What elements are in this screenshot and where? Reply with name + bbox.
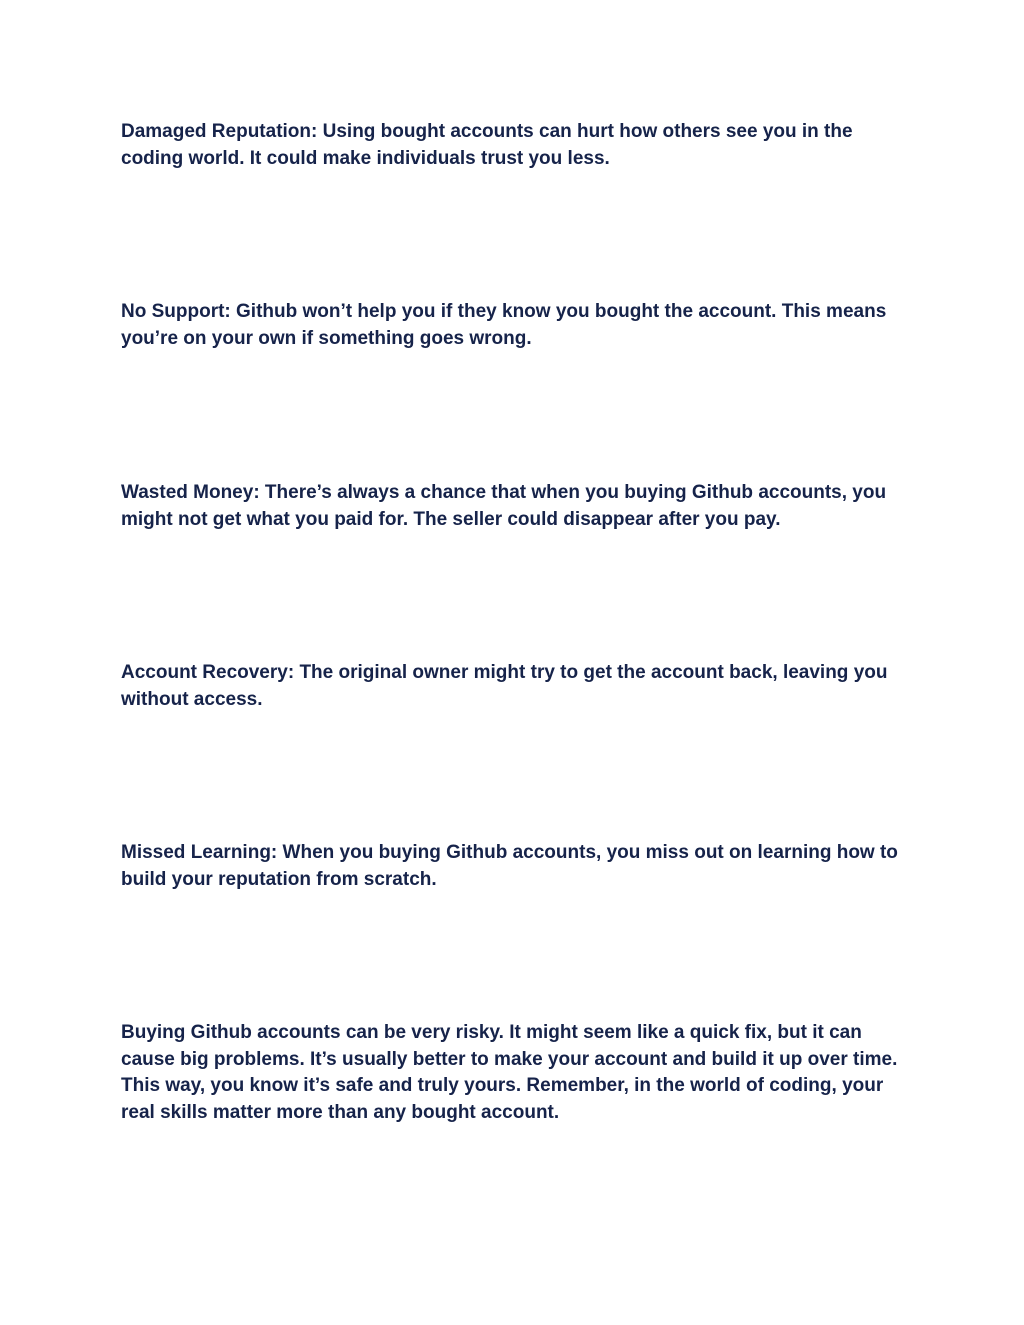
paragraph-wasted-money: Wasted Money: There’s always a chance that when you buying Github accounts, you might not get what you paid for. The seller could disappear after you pay.: [121, 482, 887, 530]
paragraph-conclusion: Buying Github accounts can be very risky. It might seem like a quick fix, but it can cause big problems. It’s usually better to make your account and build it up over time. This way, you know it’s safe and truly yours. Remember, in the world of coding, your real skills matter more than any bought account.: [121, 1022, 898, 1123]
paragraph-no-support: No Support: Github won’t help you if they know you bought the account. This means you’re on your own if something goes wrong.: [121, 301, 887, 349]
paragraph-missed-learning: Missed Learning: When you buying Github accounts, you miss out on learning how to build your reputation from scratch.: [121, 842, 898, 890]
paragraph-damaged-reputation: Damaged Reputation: Using bought accounts can hurt how others see you in the coding world. It could make individuals trust you less.: [121, 121, 853, 169]
paragraph-account-recovery: Account Recovery: The original owner might try to get the account back, leaving you without access.: [121, 662, 888, 710]
